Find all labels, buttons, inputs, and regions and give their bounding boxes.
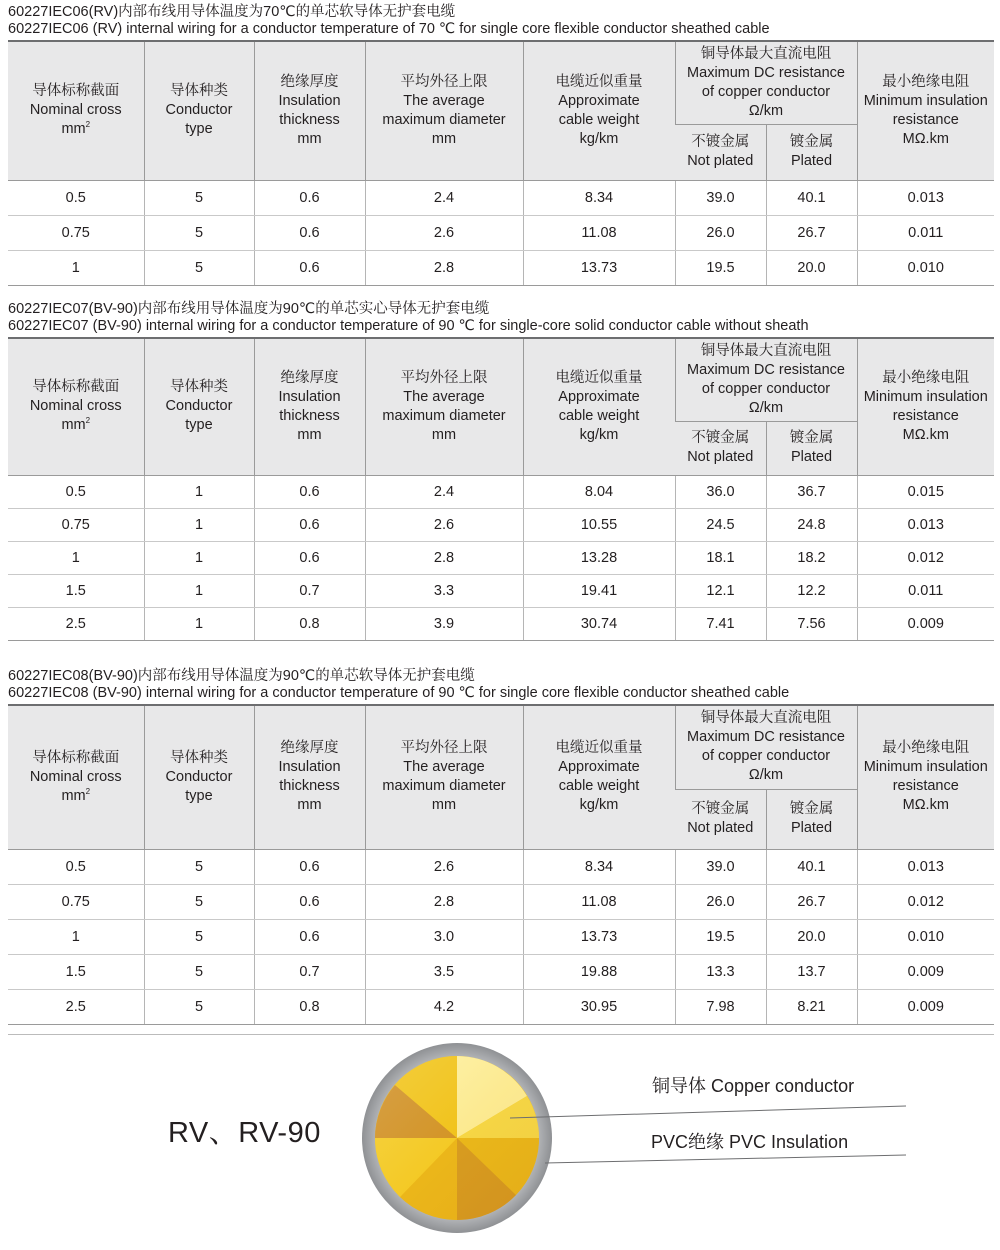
header-line: 平均外径上限 — [400, 740, 488, 757]
header-min-insulation — [857, 705, 994, 849]
header-line: maximum diameter — [382, 407, 506, 424]
table-title-en: 60227IEC07 (BV-90) internal wiring for a conductor temperature of 90 ℃ for single-core solid conductor cable without sheath — [8, 318, 809, 334]
header-min-insulation — [857, 338, 994, 475]
cell-resistance-plated: 13.7 — [766, 954, 857, 989]
header-line: mm — [297, 130, 322, 147]
header-cable-weight — [523, 41, 675, 180]
cell-resistance-not-plated: 26.0 — [675, 215, 766, 250]
cell-resistance-not-plated: 39.0 — [675, 849, 766, 884]
cell-average-diameter: 2.8 — [365, 250, 523, 285]
cell-cable-weight: 13.73 — [523, 250, 675, 285]
cell-resistance-not-plated: 36.0 — [675, 475, 766, 508]
header-line: 电缆近似重量 — [555, 73, 643, 90]
cell-cable-weight: 13.73 — [523, 919, 675, 954]
header-line: type — [185, 121, 213, 138]
unit-superscript: 2 — [85, 786, 91, 796]
cell-insulation-thickness: 0.6 — [254, 215, 365, 250]
cell-resistance-plated: 20.0 — [766, 250, 857, 285]
header-nominal-cross — [8, 338, 144, 475]
header-nominal-cross — [8, 705, 144, 849]
header-line: Plated — [790, 449, 833, 465]
header-line — [10, 120, 142, 139]
cell-average-diameter: 2.6 — [365, 215, 523, 250]
cell-min-insulation: 0.009 — [857, 607, 994, 640]
table-title-en: 60227IEC08 (BV-90) internal wiring for a conductor temperature of 90 ℃ for single core flexible conductor sheathed cable — [8, 685, 790, 701]
header-line: 电缆近似重量 — [555, 740, 643, 757]
cell-cable-weight: 30.95 — [523, 989, 675, 1024]
header-line: mm — [297, 797, 322, 814]
cell-min-insulation: 0.012 — [857, 541, 994, 574]
header-line: Not plated — [687, 449, 754, 465]
header-line: Insulation — [278, 388, 341, 405]
cell-conductor-type: 5 — [144, 180, 254, 215]
header-line: Maximum DC resistance — [687, 729, 845, 746]
pvc-insulation-label: PVC绝缘 PVC Insulation — [651, 1132, 849, 1152]
table-row — [8, 541, 994, 574]
cell-cable-weight: 13.28 — [523, 541, 675, 574]
cell-conductor-type: 5 — [144, 250, 254, 285]
header-line: 平均外径上限 — [400, 369, 488, 386]
cell-min-insulation: 0.011 — [857, 215, 994, 250]
header-line: 铜导体最大直流电阻 — [700, 45, 832, 62]
table-row — [8, 215, 994, 250]
table-row — [8, 954, 994, 989]
header-average-diameter — [365, 41, 523, 180]
header-line: of copper conductor — [701, 83, 831, 100]
header-average-diameter — [365, 338, 523, 475]
cell-average-diameter: 4.2 — [365, 989, 523, 1024]
spec-table — [8, 337, 994, 641]
copper-conductor-label: 铜导体 Copper conductor — [652, 1076, 855, 1096]
table-row — [8, 884, 994, 919]
cell-insulation-thickness: 0.7 — [254, 574, 365, 607]
header-line: 绝缘厚度 — [280, 740, 339, 757]
table-title-cn: 60227IEC08(BV-90)内部布线用导体温度为90℃的单芯软导体无护套电缆 — [8, 668, 475, 684]
cell-min-insulation: 0.010 — [857, 919, 994, 954]
cell-average-diameter: 3.9 — [365, 607, 523, 640]
table-row — [8, 475, 994, 508]
spec-table — [8, 40, 994, 286]
header-line: cable weight — [558, 407, 640, 424]
header-line: Plated — [790, 153, 833, 169]
header-line: 导体种类 — [170, 749, 228, 766]
cell-conductor-type: 5 — [144, 215, 254, 250]
cell-nominal-cross: 1.5 — [8, 574, 144, 607]
cell-insulation-thickness: 0.6 — [254, 849, 365, 884]
header-line — [10, 787, 142, 806]
cell-average-diameter: 3.0 — [365, 919, 523, 954]
header-line: Nominal cross — [29, 102, 122, 119]
header-line: 绝缘厚度 — [280, 73, 339, 90]
unit-text: mm — [61, 787, 86, 804]
cell-insulation-thickness: 0.7 — [254, 954, 365, 989]
header-line: The average — [403, 759, 485, 776]
cell-cable-weight: 8.04 — [523, 475, 675, 508]
section-divider — [8, 1034, 994, 1035]
header-line: Not plated — [687, 820, 754, 836]
header-insulation-thickness — [254, 41, 365, 180]
cell-min-insulation: 0.010 — [857, 250, 994, 285]
header-line: resistance — [892, 111, 959, 128]
cell-resistance-plated: 36.7 — [766, 475, 857, 508]
cell-min-insulation: 0.013 — [857, 508, 994, 541]
copper-conductor — [375, 1056, 539, 1220]
cell-nominal-cross: 2.5 — [8, 989, 144, 1024]
unit-text: mm — [61, 121, 86, 138]
header-line: 导体种类 — [170, 83, 228, 100]
cell-cable-weight: 8.34 — [523, 849, 675, 884]
header-line: Not plated — [687, 153, 754, 169]
header-line: 电缆近似重量 — [555, 369, 643, 386]
header-line: kg/km — [579, 130, 619, 147]
header-cable-weight — [523, 705, 675, 849]
header-nominal-cross — [8, 41, 144, 180]
header-conductor-type — [144, 705, 254, 849]
insulation-leader-line — [545, 1155, 906, 1163]
unit-text: mm — [61, 417, 86, 434]
header-line: type — [185, 787, 213, 804]
cable-model-label: RV、RV-90 — [168, 1117, 321, 1149]
header-line: 镀金属 — [789, 430, 834, 446]
cell-nominal-cross: 1 — [8, 541, 144, 574]
header-line: Ω/km — [748, 767, 784, 784]
header-line: maximum diameter — [382, 111, 506, 128]
table-row — [8, 849, 994, 884]
header-insulation-thickness — [254, 338, 365, 475]
header-line: 不镀金属 — [691, 801, 750, 817]
cell-min-insulation: 0.011 — [857, 574, 994, 607]
cell-cable-weight: 10.55 — [523, 508, 675, 541]
header-conductor-type — [144, 41, 254, 180]
cell-insulation-thickness: 0.6 — [254, 541, 365, 574]
header-line: resistance — [892, 407, 959, 424]
cell-min-insulation: 0.009 — [857, 989, 994, 1024]
cell-cable-weight: 11.08 — [523, 215, 675, 250]
table-section-iec06 — [8, 4, 994, 286]
unit-superscript: 2 — [85, 120, 91, 130]
cell-resistance-not-plated: 12.1 — [675, 574, 766, 607]
cell-cable-weight: 19.41 — [523, 574, 675, 607]
header-line: of copper conductor — [701, 748, 831, 765]
cell-resistance-plated: 40.1 — [766, 180, 857, 215]
header-line: 不镀金属 — [691, 134, 750, 150]
table-row — [8, 180, 994, 215]
header-line: 镀金属 — [789, 134, 834, 150]
table-section-iec07 — [8, 301, 994, 641]
table-row — [8, 607, 994, 640]
table-row — [8, 919, 994, 954]
table-title-cn: 60227IEC07(BV-90)内部布线用导体温度为90℃的单芯实心导体无护套电缆 — [8, 301, 490, 317]
cell-resistance-plated: 12.2 — [766, 574, 857, 607]
header-line: Nominal cross — [29, 398, 122, 415]
cell-resistance-not-plated: 19.5 — [675, 250, 766, 285]
cell-conductor-type: 1 — [144, 541, 254, 574]
header-not-plated — [675, 789, 766, 849]
unit-superscript: 2 — [85, 416, 91, 426]
header-line: Ω/km — [748, 102, 784, 119]
cell-insulation-thickness: 0.6 — [254, 180, 365, 215]
cell-resistance-plated: 18.2 — [766, 541, 857, 574]
header-line: Conductor — [165, 398, 233, 415]
cell-cable-weight: 19.88 — [523, 954, 675, 989]
header-line: 绝缘厚度 — [280, 369, 339, 386]
cell-average-diameter: 2.8 — [365, 541, 523, 574]
cell-nominal-cross: 0.75 — [8, 508, 144, 541]
header-line: thickness — [279, 111, 340, 128]
cell-insulation-thickness: 0.6 — [254, 919, 365, 954]
header-line: mm — [431, 797, 457, 814]
cell-cable-weight: 11.08 — [523, 884, 675, 919]
header-not-plated — [675, 421, 766, 475]
header-dc-resistance — [675, 705, 857, 789]
header-line: Minimum insulation — [863, 388, 988, 405]
header-line: Minimum insulation — [863, 92, 988, 109]
header-line: mm — [297, 426, 322, 443]
header-line: Maximum DC resistance — [687, 64, 845, 81]
table-title-cn: 60227IEC06(RV)内部布线用导体温度为70℃的单芯软导体无护套电缆 — [8, 4, 456, 20]
cell-nominal-cross: 2.5 — [8, 607, 144, 640]
cell-conductor-type: 1 — [144, 508, 254, 541]
header-line: Approximate — [558, 759, 640, 776]
cell-resistance-not-plated: 24.5 — [675, 508, 766, 541]
cell-average-diameter: 2.4 — [365, 180, 523, 215]
cell-average-diameter: 2.6 — [365, 849, 523, 884]
header-conductor-type — [144, 338, 254, 475]
header-dc-resistance — [675, 41, 857, 124]
header-line: Conductor — [165, 102, 233, 119]
header-line: Maximum DC resistance — [687, 361, 845, 378]
cell-resistance-plated: 26.7 — [766, 884, 857, 919]
header-line: 铜导体最大直流电阻 — [700, 710, 832, 727]
cell-average-diameter: 2.8 — [365, 884, 523, 919]
cell-resistance-not-plated: 26.0 — [675, 884, 766, 919]
header-line: maximum diameter — [382, 778, 506, 795]
cell-resistance-not-plated: 13.3 — [675, 954, 766, 989]
cell-resistance-not-plated: 7.98 — [675, 989, 766, 1024]
header-cable-weight — [523, 338, 675, 475]
header-line: 导体标称截面 — [32, 379, 120, 396]
cell-resistance-plated: 20.0 — [766, 919, 857, 954]
conductor-leader-line — [510, 1106, 906, 1118]
header-line: MΩ.km — [902, 797, 949, 814]
cell-insulation-thickness: 0.6 — [254, 250, 365, 285]
header-line: kg/km — [579, 797, 619, 814]
header-line: mm — [431, 426, 457, 443]
header-line: thickness — [279, 778, 340, 795]
cell-nominal-cross: 1 — [8, 919, 144, 954]
header-line: Insulation — [278, 92, 341, 109]
cell-resistance-plated: 26.7 — [766, 215, 857, 250]
cell-conductor-type: 1 — [144, 607, 254, 640]
cell-average-diameter: 2.4 — [365, 475, 523, 508]
header-line: 最小绝缘电阻 — [882, 73, 970, 90]
header-line: 最小绝缘电阻 — [882, 369, 970, 386]
cell-insulation-thickness: 0.6 — [254, 508, 365, 541]
cell-nominal-cross: 0.5 — [8, 475, 144, 508]
cell-min-insulation: 0.009 — [857, 954, 994, 989]
header-line: mm — [431, 130, 457, 147]
header-line: 镀金属 — [789, 801, 834, 817]
cell-conductor-type: 1 — [144, 574, 254, 607]
header-insulation-thickness — [254, 705, 365, 849]
cell-conductor-type: 5 — [144, 989, 254, 1024]
table-row — [8, 989, 994, 1024]
header-line: cable weight — [558, 778, 640, 795]
cell-resistance-plated: 8.21 — [766, 989, 857, 1024]
header-line: Ω/km — [748, 399, 784, 416]
header-line — [10, 416, 142, 435]
header-plated — [766, 421, 857, 475]
cell-nominal-cross: 1.5 — [8, 954, 144, 989]
cell-average-diameter: 3.3 — [365, 574, 523, 607]
cell-conductor-type: 5 — [144, 919, 254, 954]
cell-min-insulation: 0.015 — [857, 475, 994, 508]
table-section-iec08 — [8, 668, 994, 1025]
header-line: resistance — [892, 778, 959, 795]
cell-conductor-type: 5 — [144, 884, 254, 919]
table-row — [8, 250, 994, 285]
table-row — [8, 574, 994, 607]
table-row — [8, 508, 994, 541]
cell-insulation-thickness: 0.8 — [254, 989, 365, 1024]
cell-insulation-thickness: 0.6 — [254, 884, 365, 919]
cell-cable-weight: 30.74 — [523, 607, 675, 640]
header-line: 不镀金属 — [691, 430, 750, 446]
cell-nominal-cross: 1 — [8, 250, 144, 285]
header-line: Approximate — [558, 92, 640, 109]
cell-min-insulation: 0.013 — [857, 849, 994, 884]
header-line: 导体标称截面 — [32, 83, 120, 100]
header-line: 平均外径上限 — [400, 73, 488, 90]
header-line: of copper conductor — [701, 380, 831, 397]
cell-nominal-cross: 0.5 — [8, 849, 144, 884]
header-line: Conductor — [165, 768, 233, 785]
header-line: Minimum insulation — [863, 759, 988, 776]
cell-resistance-plated: 40.1 — [766, 849, 857, 884]
cell-resistance-plated: 7.56 — [766, 607, 857, 640]
header-line: cable weight — [558, 111, 640, 128]
header-line: thickness — [279, 407, 340, 424]
cell-cable-weight: 8.34 — [523, 180, 675, 215]
header-dc-resistance — [675, 338, 857, 421]
cell-resistance-not-plated: 18.1 — [675, 541, 766, 574]
header-line: 铜导体最大直流电阻 — [700, 342, 832, 359]
cell-nominal-cross: 0.5 — [8, 180, 144, 215]
header-line: MΩ.km — [902, 426, 949, 443]
header-line: Plated — [790, 820, 833, 836]
cell-min-insulation: 0.013 — [857, 180, 994, 215]
header-line: Approximate — [558, 388, 640, 405]
cell-resistance-plated: 24.8 — [766, 508, 857, 541]
cell-average-diameter: 3.5 — [365, 954, 523, 989]
header-line: 导体标称截面 — [32, 749, 120, 766]
header-line: MΩ.km — [902, 130, 949, 147]
header-line: Nominal cross — [29, 768, 122, 785]
spec-table — [8, 704, 994, 1025]
header-plated — [766, 789, 857, 849]
cell-resistance-not-plated: 7.41 — [675, 607, 766, 640]
cell-average-diameter: 2.6 — [365, 508, 523, 541]
header-line: 最小绝缘电阻 — [882, 740, 970, 757]
cell-insulation-thickness: 0.6 — [254, 475, 365, 508]
cell-conductor-type: 5 — [144, 849, 254, 884]
header-average-diameter — [365, 705, 523, 849]
header-line: kg/km — [579, 426, 619, 443]
cell-conductor-type: 1 — [144, 475, 254, 508]
cell-nominal-cross: 0.75 — [8, 884, 144, 919]
header-line: The average — [403, 92, 485, 109]
cell-min-insulation: 0.012 — [857, 884, 994, 919]
header-line: 导体种类 — [170, 379, 228, 396]
header-line: Insulation — [278, 759, 341, 776]
cell-resistance-not-plated: 19.5 — [675, 919, 766, 954]
cell-resistance-not-plated: 39.0 — [675, 180, 766, 215]
cell-insulation-thickness: 0.8 — [254, 607, 365, 640]
header-min-insulation — [857, 41, 994, 180]
cell-nominal-cross: 0.75 — [8, 215, 144, 250]
header-line: type — [185, 417, 213, 434]
header-line: The average — [403, 388, 485, 405]
table-title-en: 60227IEC06 (RV) internal wiring for a conductor temperature of 70 ℃ for single core flexible conductor sheathed cable — [8, 21, 770, 37]
header-not-plated — [675, 124, 766, 180]
header-plated — [766, 124, 857, 180]
cell-conductor-type: 5 — [144, 954, 254, 989]
